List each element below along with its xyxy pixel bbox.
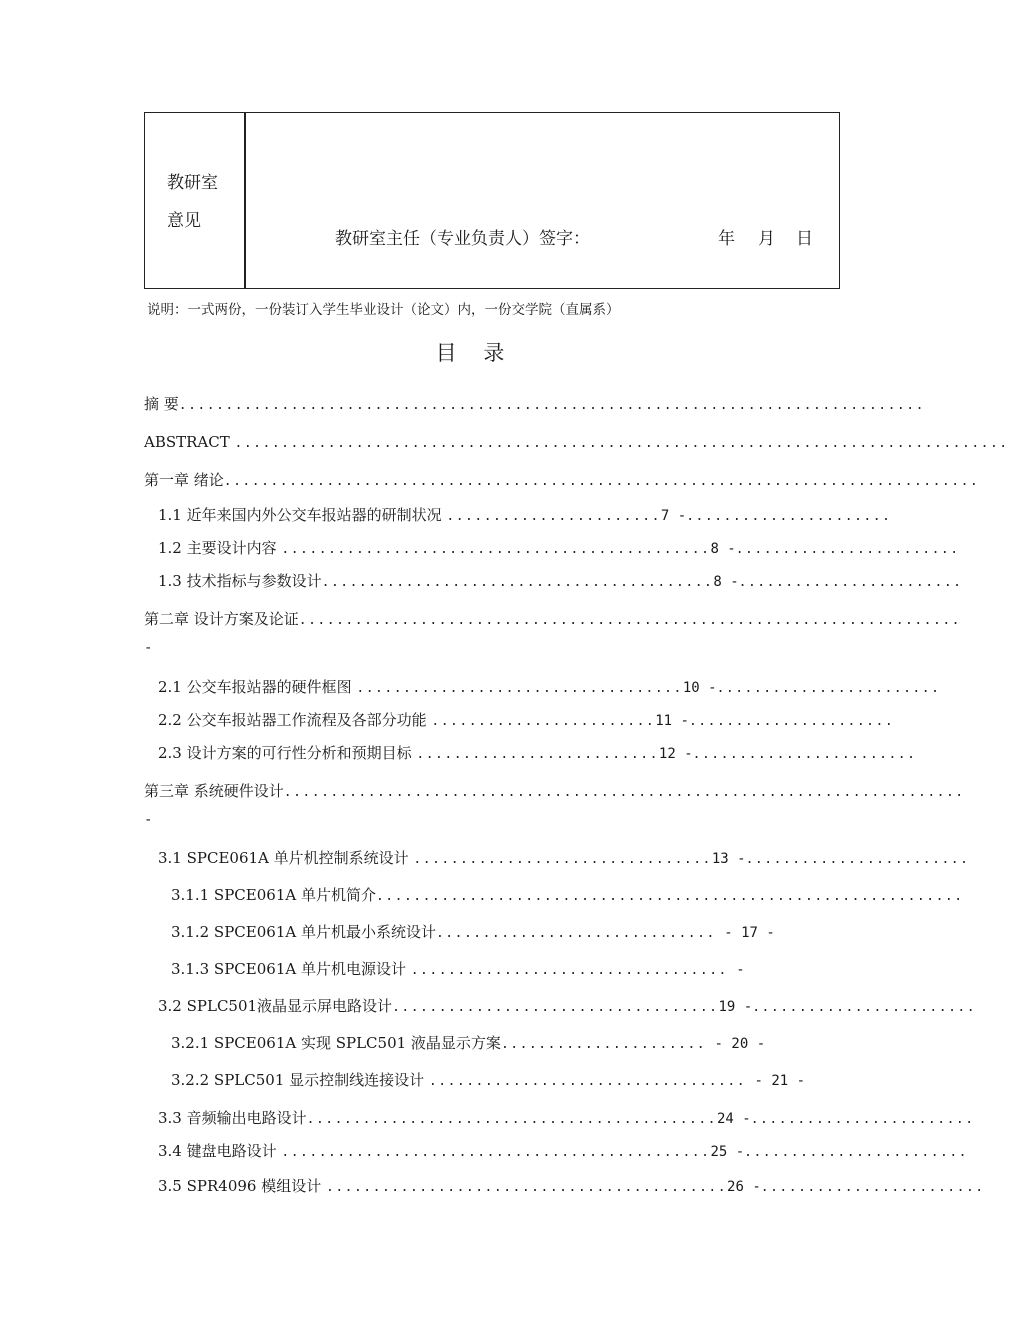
toc-entry-title: ABSTRACT bbox=[144, 433, 235, 451]
toc-dots: ...................... bbox=[686, 509, 892, 524]
toc-entry[interactable] bbox=[158, 847, 970, 869]
toc-dots: ........................ bbox=[735, 542, 960, 557]
toc-entry[interactable] bbox=[158, 676, 950, 698]
toc-page-number: 19 - bbox=[718, 999, 753, 1015]
toc-entry[interactable] bbox=[171, 1032, 950, 1054]
toc-entry-title: 3.5 SPR4096 模组设计 bbox=[158, 1177, 326, 1195]
toc-page-number: - bbox=[727, 962, 745, 978]
toc-dots: ................................................................................... bbox=[234, 436, 1009, 451]
toc-dots: ............................................................... bbox=[375, 889, 964, 904]
toc-dots: ........................ bbox=[716, 681, 941, 696]
toc-entry[interactable] bbox=[158, 537, 960, 559]
opinion-label-line1: 教研室 bbox=[167, 173, 218, 193]
toc-continuation-dash: - bbox=[144, 640, 153, 656]
toc-dots: ....................................................................... bbox=[298, 613, 961, 628]
toc-entry[interactable] bbox=[158, 1140, 968, 1162]
toc-page-number: 24 - bbox=[717, 1111, 751, 1127]
toc-dots: .................................. bbox=[410, 963, 728, 978]
toc-entry[interactable] bbox=[144, 780, 965, 802]
toc-page-number: 8 - bbox=[713, 574, 739, 590]
toc-dots: ........................ bbox=[431, 714, 656, 729]
toc-entry-title: 1.2 主要设计内容 bbox=[158, 539, 282, 557]
toc-entry[interactable] bbox=[171, 921, 950, 943]
toc-entry-title: 3.1.3 SPCE061A 单片机电源设计 bbox=[171, 960, 411, 978]
toc-entry[interactable] bbox=[171, 1069, 950, 1091]
toc-page-number: - 17 - bbox=[715, 925, 775, 941]
toc-entry[interactable] bbox=[144, 431, 1009, 453]
toc-dots: ......................................................................... bbox=[283, 785, 965, 800]
toc-entry[interactable] bbox=[158, 995, 977, 1017]
toc-entry-title: 第三章 系统硬件设计 bbox=[144, 782, 284, 800]
toc-dots: ........................ bbox=[738, 575, 963, 590]
table-divider bbox=[244, 113, 246, 288]
toc-dots: ........................ bbox=[752, 1000, 977, 1015]
note-text: 说明：一式两份，一份装订入学生毕业设计（论文）内，一份交学院（直属系） bbox=[147, 302, 620, 318]
toc-dots: .......................................... bbox=[321, 575, 714, 590]
toc-entry-title: 3.1.2 SPCE061A 单片机最小系统设计 bbox=[171, 923, 436, 941]
opinion-table bbox=[144, 112, 840, 289]
toc-page-number: 8 - bbox=[710, 541, 736, 557]
toc-entry[interactable] bbox=[158, 1175, 985, 1197]
toc-dots: ........................ bbox=[750, 1112, 975, 1127]
toc-dots: .............................. bbox=[435, 926, 716, 941]
toc-title: 目 录 bbox=[435, 341, 515, 365]
toc-entry[interactable] bbox=[158, 570, 963, 592]
toc-dots: .................................. bbox=[428, 1074, 747, 1089]
toc-entry-title: 3.3 音频输出电路设计 bbox=[158, 1109, 307, 1127]
toc-dots: ................................... bbox=[356, 681, 683, 696]
toc-dots: ...................... bbox=[500, 1037, 707, 1052]
toc-entry-title: 3.1.1 SPCE061A 单片机简介 bbox=[171, 886, 376, 904]
toc-entry-title: 1.3 技术指标与参数设计 bbox=[158, 572, 322, 590]
toc-dots: ............................................ bbox=[306, 1112, 717, 1127]
date-year: 年 bbox=[718, 229, 735, 249]
toc-dots: ........................ bbox=[692, 747, 917, 762]
toc-page-number: - 21 - bbox=[746, 1073, 806, 1089]
toc-dots: ........................ bbox=[744, 1145, 968, 1160]
toc-entry-title: 2.3 设计方案的可行性分析和预期目标 bbox=[158, 744, 417, 762]
toc-dots: ................................ bbox=[413, 852, 712, 867]
toc-entry-title: 3.2.2 SPLC501 显示控制线连接设计 bbox=[171, 1071, 429, 1089]
toc-entry[interactable] bbox=[144, 608, 961, 630]
toc-entry[interactable] bbox=[171, 958, 950, 980]
toc-dots: .......................... bbox=[416, 747, 659, 762]
toc-page-number: 25 - bbox=[710, 1144, 745, 1160]
toc-page-number: 11 - bbox=[655, 713, 689, 729]
toc-dots: .............................................. bbox=[281, 1145, 711, 1160]
toc-continuation-dash: - bbox=[144, 812, 153, 828]
toc-dots: ...................... bbox=[688, 714, 895, 729]
date-day: 日 bbox=[796, 229, 813, 249]
toc-page-number: 13 - bbox=[711, 851, 746, 867]
toc-entry-title: 3.2.1 SPCE061A 实现 SPLC501 液晶显示方案 bbox=[171, 1034, 501, 1052]
toc-entry-title: 3.4 键盘电路设计 bbox=[158, 1142, 282, 1160]
toc-entry-title: 3.2 SPLC501液晶显示屏电路设计 bbox=[158, 997, 393, 1015]
toc-entry-title: 第二章 设计方案及论证 bbox=[144, 610, 299, 628]
toc-entry[interactable] bbox=[158, 709, 950, 731]
toc-dots: ....................... bbox=[446, 509, 661, 524]
toc-entry[interactable] bbox=[158, 742, 950, 764]
toc-dots: ................................................................................. bbox=[223, 474, 980, 489]
toc-entry-title: 2.1 公交车报站器的硬件框图 bbox=[158, 678, 357, 696]
toc-entry-title: 摘 要 bbox=[144, 395, 179, 413]
toc-dots: ................................... bbox=[392, 1000, 719, 1015]
toc-entry-title: 2.2 公交车报站器工作流程及各部分功能 bbox=[158, 711, 432, 729]
toc-entry[interactable] bbox=[171, 884, 964, 906]
toc-entry-title: 3.1 SPCE061A 单片机控制系统设计 bbox=[158, 849, 414, 867]
toc-dots: .............................................. bbox=[281, 542, 711, 557]
toc-page-number: 7 - bbox=[660, 508, 687, 524]
toc-dots: ................................................................................ bbox=[178, 398, 925, 413]
toc-entry[interactable] bbox=[144, 393, 950, 415]
toc-page-number: 10 - bbox=[682, 680, 717, 696]
toc-entry[interactable] bbox=[144, 469, 980, 491]
toc-dots: ........................ bbox=[745, 852, 970, 867]
toc-entry[interactable] bbox=[158, 504, 950, 526]
toc-page-number: 26 - bbox=[727, 1179, 761, 1195]
toc-page-number: 12 - bbox=[658, 746, 693, 762]
signature-label: 教研室主任（专业负责人）签字： bbox=[335, 229, 590, 249]
date-month: 月 bbox=[758, 229, 775, 249]
toc-entry-title: 第一章 绪论 bbox=[144, 471, 224, 489]
toc-entry[interactable] bbox=[158, 1107, 975, 1129]
toc-dots: ........................................... bbox=[326, 1180, 728, 1195]
opinion-label-line2: 意见 bbox=[167, 211, 201, 231]
toc-page-number: - 20 - bbox=[706, 1036, 766, 1052]
toc-entry-title: 1.1 近年来国内外公交车报站器的研制状况 bbox=[158, 506, 447, 524]
toc-dots: ........................ bbox=[760, 1180, 985, 1195]
